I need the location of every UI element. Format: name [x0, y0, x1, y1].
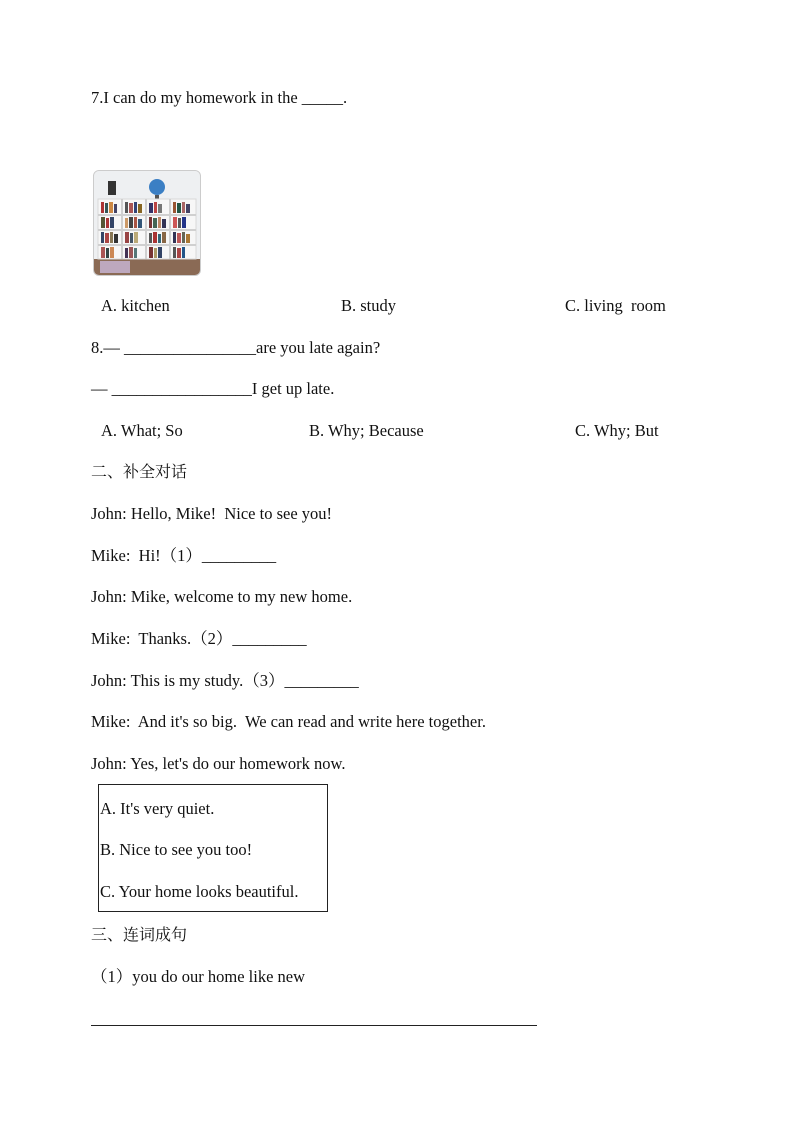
question-8-line-2: — _________________I get up late. — [91, 379, 335, 398]
question-7-stem: 7.I can do my homework in the _____. — [91, 88, 348, 107]
section-3-title: 三、连词成句 — [91, 925, 188, 944]
choice-b: B. Nice to see you too! — [100, 840, 253, 859]
dialogue-line-3: John: Mike, welcome to my new home. — [91, 587, 353, 606]
answer-line[interactable] — [91, 1025, 537, 1026]
q7-option-b: B. study — [341, 296, 397, 315]
choice-a: A. It's very quiet. — [100, 799, 215, 818]
question-8-line-1: 8.— ________________are you late again? — [91, 338, 381, 357]
dialogue-line-5: John: This is my study.（3）_________ — [91, 671, 359, 690]
q7-option-c: C. living room — [565, 296, 666, 315]
q8-option-b: B. Why; Because — [309, 421, 424, 440]
choices-box — [98, 784, 328, 912]
dialogue-line-1: John: Hello, Mike! Nice to see you! — [91, 504, 333, 523]
section-2-title: 二、补全对话 — [91, 462, 188, 481]
bookshelf-photo — [93, 170, 201, 276]
dialogue-line-2: Mike: Hi!（1）_________ — [91, 546, 277, 565]
dialogue-line-4: Mike: Thanks.（2）_________ — [91, 629, 307, 648]
choice-c: C. Your home looks beautiful. — [100, 882, 299, 901]
dialogue-line-6: Mike: And it's so big. We can read and write here together. — [91, 712, 486, 731]
bookshelf-image — [94, 171, 200, 275]
q8-option-a: A. What; So — [101, 421, 183, 440]
q7-option-a: A. kitchen — [101, 296, 170, 315]
dialogue-line-7: John: Yes, let's do our homework now. — [91, 754, 346, 773]
q8-option-c: C. Why; But — [575, 421, 659, 440]
section-3-item-1: （1）you do our home like new — [91, 967, 306, 986]
